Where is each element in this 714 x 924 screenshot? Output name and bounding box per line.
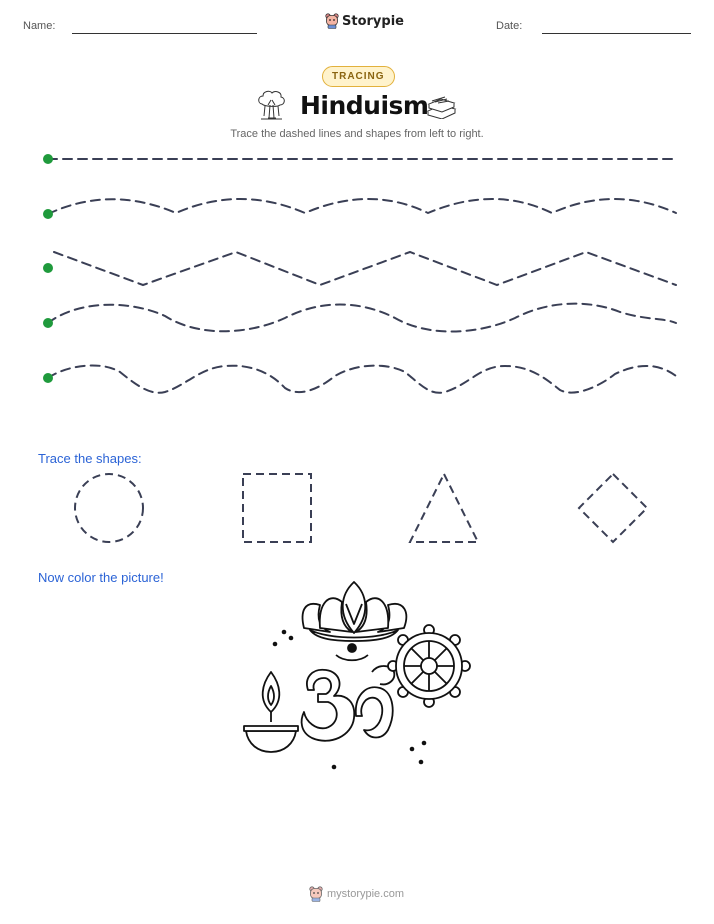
tracing-line-zigzag xyxy=(54,252,676,285)
start-dot xyxy=(43,209,53,219)
name-field[interactable] xyxy=(72,33,257,34)
trace-shape-diamond xyxy=(579,474,647,542)
footer xyxy=(309,886,404,902)
instructions: Trace the dashed lines and shapes from left to right. xyxy=(230,128,484,140)
shapes-section-label: Trace the shapes: xyxy=(38,451,142,466)
lotus-icon xyxy=(303,582,407,641)
banyan-tree-icon xyxy=(256,90,286,122)
start-dot xyxy=(43,263,53,273)
tracing-line-wave xyxy=(48,304,676,332)
bear-mascot-icon xyxy=(309,886,323,902)
scripture-books-icon xyxy=(425,95,457,119)
dharma-wheel-icon xyxy=(388,625,470,707)
bear-mascot-icon xyxy=(325,13,339,29)
coloring-section-label: Now color the picture! xyxy=(38,570,164,585)
tracing-line-scallop xyxy=(48,199,676,214)
start-dot xyxy=(43,373,53,383)
date-label: Date: xyxy=(496,20,523,32)
brand-logo xyxy=(325,13,404,29)
footer-url: mystorypie.com xyxy=(327,888,405,900)
tracing-lines-area xyxy=(0,140,714,400)
name-label: Name: xyxy=(23,20,56,32)
om-symbol-icon xyxy=(302,644,395,741)
tracing-line-hill-valley xyxy=(48,365,676,392)
trace-shape-triangle xyxy=(410,474,478,542)
coloring-picture[interactable] xyxy=(238,575,478,775)
brand-name: Storypie xyxy=(342,13,404,29)
date-field[interactable] xyxy=(542,33,691,34)
start-dot xyxy=(43,318,53,328)
trace-shape-circle xyxy=(75,474,143,542)
start-dot xyxy=(43,154,53,164)
page-title: Hinduism xyxy=(300,91,429,120)
diya-lamp-icon xyxy=(244,672,298,752)
trace-shape-square xyxy=(243,474,311,542)
tracing-badge: TRACING xyxy=(322,66,395,87)
shapes-area xyxy=(60,465,670,555)
